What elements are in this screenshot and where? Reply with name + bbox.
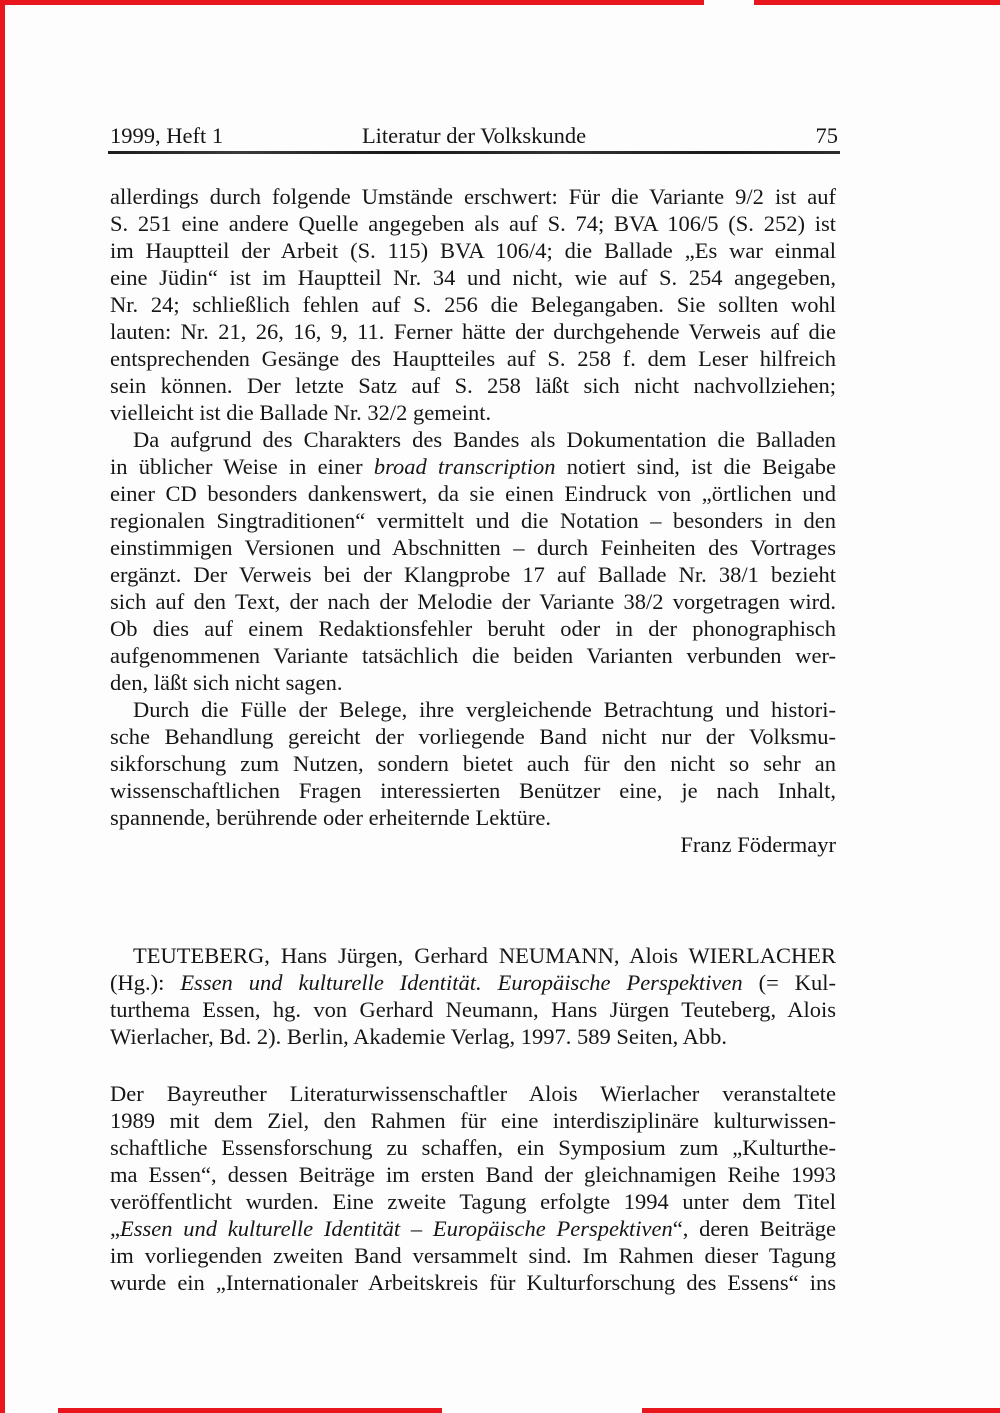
text-segment: Franz Födermayr (680, 832, 836, 857)
text-line (110, 942, 836, 969)
text-line (110, 1161, 836, 1188)
text-segment: einer CD besonders dankenswert, da sie einen Eindruck von „örtlichen und (110, 481, 836, 506)
header-rule (108, 151, 840, 154)
text-segment: (= Kul- (742, 970, 836, 995)
text-segment: im vorliegenden zweiten Band versammelt sind. Im Rahmen dieser Tagung (110, 1243, 836, 1268)
text-line (110, 615, 836, 642)
text-line (110, 1242, 836, 1269)
italic-text-segment: Essen und kulturelle Identität – Europäische Perspektiven (120, 1216, 673, 1241)
text-line (110, 399, 836, 426)
scan-edge-left (0, 0, 5, 1413)
text-segment: Da aufgrund des Charakters des Bandes als Dokumentation die Balladen (133, 427, 836, 452)
review1-para-3 (110, 696, 836, 831)
text-line (110, 507, 836, 534)
text-line (110, 831, 836, 858)
text-line (110, 210, 836, 237)
text-line (110, 669, 836, 696)
text-line (110, 1134, 836, 1161)
reviewer-signature (110, 831, 836, 858)
italic-text-segment: broad transcription (373, 454, 556, 479)
text-segment: turthema Essen, hg. von Gerhard Neumann, Hans Jürgen Teuteberg, Alois (110, 997, 836, 1022)
text-line (110, 723, 836, 750)
text-line (110, 318, 836, 345)
text-segment: Nr. 24; schließlich fehlen auf S. 256 die Belegangaben. Sie sollten wohl (110, 292, 836, 317)
text-segment: eine Jüdin“ ist im Hauptteil Nr. 34 und nicht, wie auf S. 254 angegeben, (110, 265, 836, 290)
review1-para-1 (110, 183, 836, 426)
text-line (110, 372, 836, 399)
text-segment: aufgenommenen Variante tatsächlich die beiden Varianten verbunden wer- (110, 643, 836, 668)
page-header (110, 123, 838, 149)
text-segment: „ (110, 1216, 120, 1241)
text-segment: (Hg.): (110, 970, 181, 995)
text-line (110, 1080, 836, 1107)
text-line (110, 804, 836, 831)
text-segment: “, deren Beiträge (672, 1216, 836, 1241)
text-line (110, 642, 836, 669)
text-segment: einstimmigen Versionen und Abschnitten – durch Feinheiten des Vortrages (110, 535, 836, 560)
text-segment: 1989 mit dem Ziel, den Rahmen für eine interdisziplinäre kulturwissen- (110, 1108, 836, 1133)
text-segment: wurde ein „Internationaler Arbeitskreis für Kulturforschung des Essens“ ins (110, 1270, 836, 1295)
text-segment: wissenschaftlichen Fragen interessierten Benützer eine, je nach Inhalt, (110, 778, 836, 803)
text-segment: notiert sind, ist die Beigabe (555, 454, 836, 479)
text-line (110, 969, 836, 996)
text-line (110, 480, 836, 507)
header-issue: 1999, Heft 1 (110, 123, 224, 148)
text-line (110, 426, 836, 453)
header-page-number: 75 (815, 123, 838, 148)
text-segment: sikforschung zum Nutzen, sondern bietet auch für den nicht so sehr an (110, 751, 836, 776)
text-segment: lauten: Nr. 21, 26, 16, 9, 11. Ferner hätte der durchgehende Verweis auf die (110, 319, 836, 344)
text-segment: in üblicher Weise in einer (110, 454, 374, 479)
text-line (110, 345, 836, 372)
italic-text-segment: Essen und kulturelle Identität. Europäische Perspektiven (180, 970, 743, 995)
text-segment: vielleicht ist die Ballade Nr. 32/2 gemeint. (110, 400, 492, 425)
text-line (110, 1107, 836, 1134)
text-line (110, 996, 836, 1023)
text-segment: ergänzt. Der Verweis bei der Klangprobe 17 auf Ballade Nr. 38/1 bezieht (110, 562, 836, 587)
text-segment: Ob dies auf einem Redaktionsfehler beruht oder in der phonographisch (110, 616, 836, 641)
text-line (110, 264, 836, 291)
text-line (110, 1188, 836, 1215)
text-line (110, 1023, 836, 1050)
header-journal-title: Literatur der Volkskunde (361, 123, 587, 148)
review1-para-2 (110, 426, 836, 696)
text-line (110, 750, 836, 777)
text-segment: allerdings durch folgende Umstände erschwert: Für die Variante 9/2 ist auf (110, 184, 836, 209)
scan-edge-bottom-left-dash (58, 1408, 442, 1413)
text-column (110, 183, 836, 1296)
text-line (110, 291, 836, 318)
text-line (110, 1269, 836, 1296)
text-segment: TEUTEBERG, Hans Jürgen, Gerhard NEUMANN, Alois WIERLACHER (133, 943, 836, 968)
text-segment: Durch die Fülle der Belege, ihre vergleichende Betrachtung und histori- (133, 697, 836, 722)
text-segment: sein können. Der letzte Satz auf S. 258 läßt sich nicht nachvollziehen; (110, 373, 836, 398)
text-line (110, 534, 836, 561)
text-segment: sche Behandlung gereicht der vorliegende Band nicht nur der Volksmu- (110, 724, 836, 749)
review2-para-1 (110, 1080, 836, 1296)
text-segment: den, läßt sich nicht sagen. (110, 670, 343, 695)
text-segment: sich auf den Text, der nach der Melodie der Variante 38/2 vorgetragen wird. (110, 589, 836, 614)
text-segment: spannende, berührende oder erheiternde Lektüre. (110, 805, 552, 830)
text-segment: ma Essen“, dessen Beiträge im ersten Band der gleichnamigen Reihe 1993 (110, 1162, 836, 1187)
text-segment: veröffentlicht wurden. Eine zweite Tagung erfolgte 1994 unter dem Titel (110, 1189, 836, 1214)
text-line (110, 588, 836, 615)
text-segment: Der Bayreuther Literaturwissenschaftler Alois Wierlacher veranstaltete (110, 1081, 836, 1106)
book-citation (110, 942, 836, 1050)
text-line (110, 777, 836, 804)
text-segment: entsprechenden Gesänge des Hauptteiles auf S. 258 f. dem Leser hilfreich (110, 346, 836, 371)
text-line (110, 561, 836, 588)
scan-edge-bottom-right-dash (642, 1408, 1000, 1413)
text-line (110, 237, 836, 264)
text-segment: regionalen Singtraditionen“ vermittelt und die Notation – besonders in den (110, 508, 836, 533)
text-line (110, 453, 836, 480)
text-line (110, 1215, 836, 1242)
text-segment: schaftliche Essensforschung zu schaffen, ein Symposium zum „Kulturthe- (110, 1135, 836, 1160)
scan-edge-top-left-segment (0, 0, 704, 5)
scan-edge-top-right-segment (754, 0, 1000, 5)
text-line (110, 183, 836, 210)
text-line (110, 696, 836, 723)
text-segment: Wierlacher, Bd. 2). Berlin, Akademie Verlag, 1997. 589 Seiten, Abb. (110, 1024, 728, 1049)
text-segment: im Hauptteil der Arbeit (S. 115) BVA 106/4; die Ballade „Es war einmal (110, 238, 836, 263)
text-segment: S. 251 eine andere Quelle angegeben als auf S. 74; BVA 106/5 (S. 252) ist (110, 211, 836, 236)
